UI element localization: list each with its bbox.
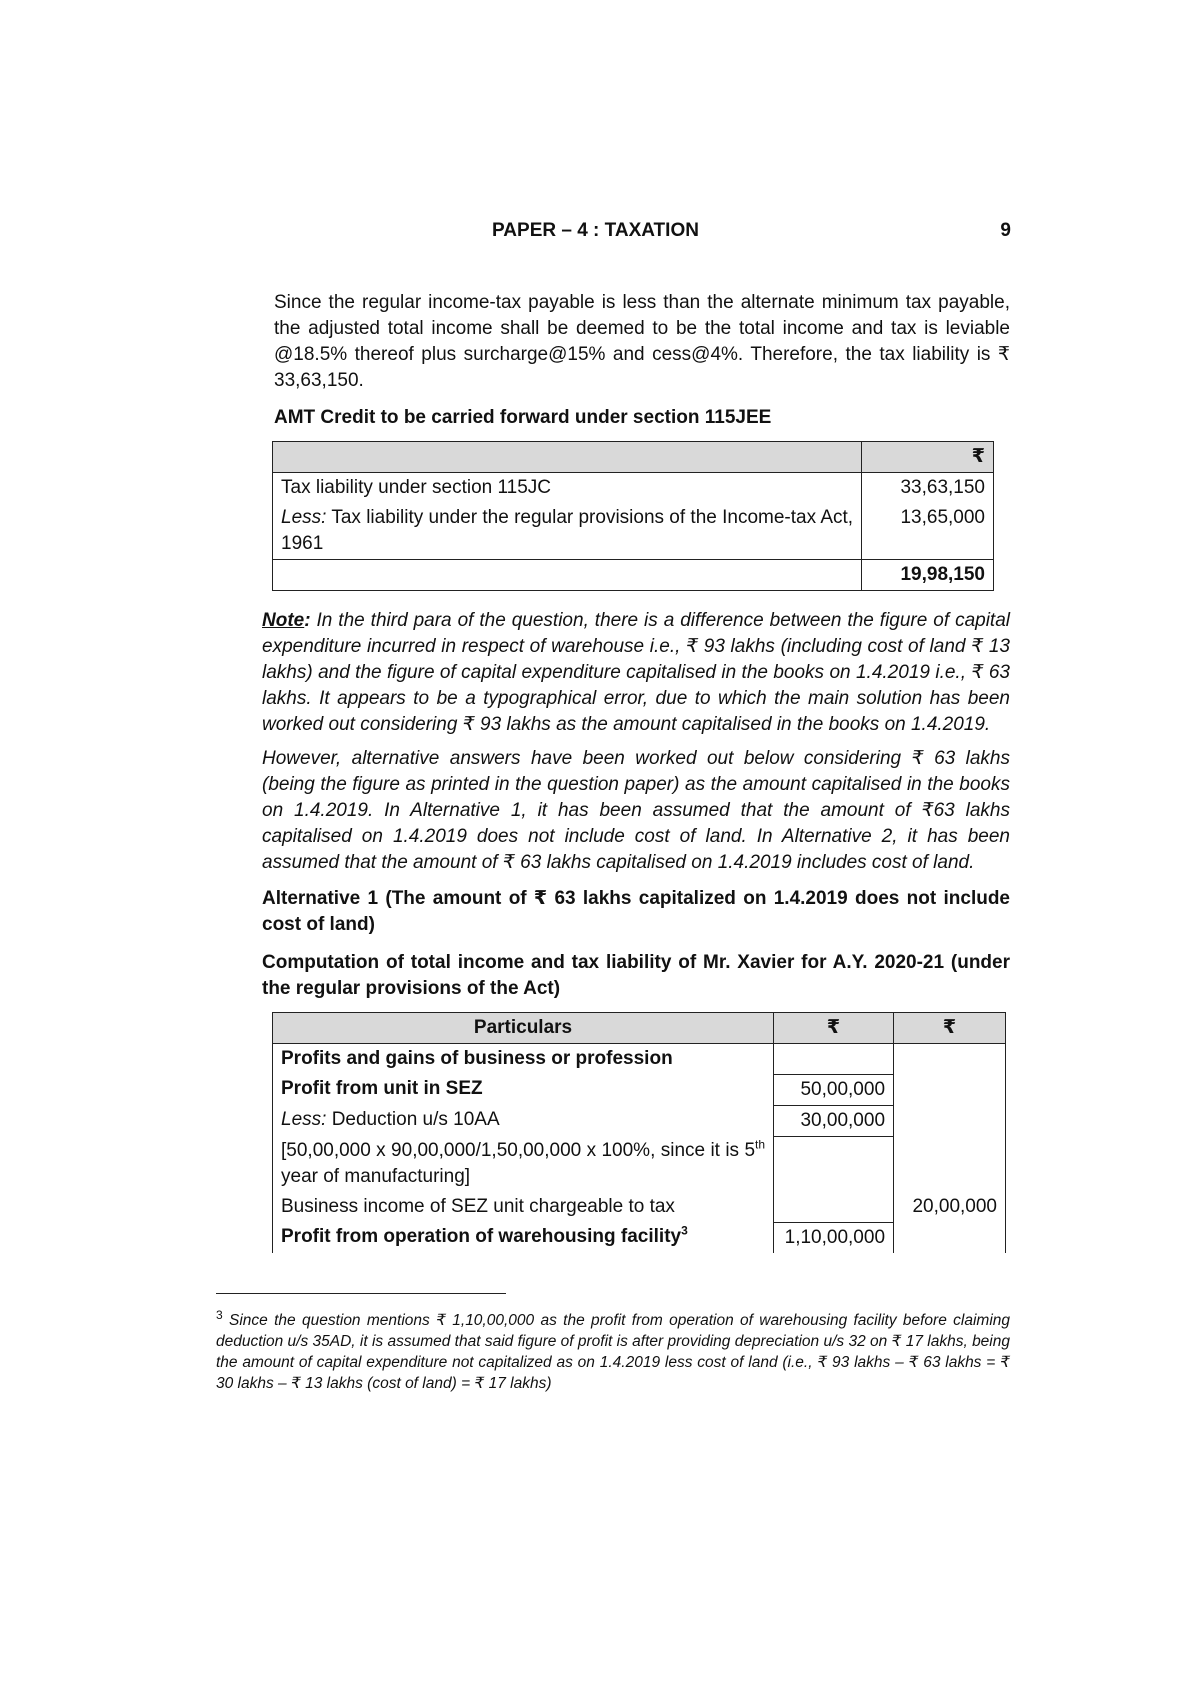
amt-credit-table (272, 441, 994, 591)
intro-paragraph: Since the regular income-tax payable is less than the alternate minimum tax payable, the adjusted total income shall be deemed to be the total income and tax is leviable @18.5% thereof plus surcharge@15% and cess@4%. Therefore, the tax liability is ₹ 33,63,150. (274, 292, 1010, 391)
empty-cell (774, 1136, 894, 1192)
row-amount: 13,65,000 (862, 503, 994, 560)
empty-cell (894, 1222, 1006, 1253)
note-colon: : (304, 610, 311, 631)
footnote-divider (216, 1293, 506, 1294)
empty-cell (894, 1136, 1006, 1192)
empty-cell (894, 1074, 1006, 1105)
sez-income-amount: 20,00,000 (894, 1192, 1006, 1222)
pgbp-label: Profits and gains of business or profession (273, 1044, 774, 1075)
table-header-row (273, 442, 994, 473)
table-row (273, 1136, 1006, 1192)
empty-cell (774, 1044, 894, 1075)
computation-table (272, 1012, 1006, 1253)
computation-heading: Computation of total income and tax liability of Mr. Xavier for A.Y. 2020-21 (under the regular provisions of the Act) (262, 952, 1010, 999)
table-row (273, 1222, 1006, 1253)
currency-header: ₹ (862, 442, 994, 473)
calculation-note (273, 1136, 774, 1192)
note-paragraph (262, 608, 1010, 738)
less-prefix: Less: (281, 507, 327, 528)
deduction-label (273, 1105, 774, 1136)
table-row (273, 1044, 1006, 1075)
row-amount: 33,63,150 (862, 473, 994, 504)
sez-profit-label: Profit from unit in SEZ (273, 1074, 774, 1105)
empty-cell (894, 1044, 1006, 1075)
calc-year: 5 (744, 1140, 756, 1161)
currency-header: ₹ (774, 1013, 894, 1044)
calc-text-end: year of manufacturing] (281, 1166, 471, 1187)
table-header-row (273, 1013, 1006, 1044)
row-label (273, 503, 862, 560)
paper-title: PAPER – 4 : TAXATION (492, 220, 699, 241)
sez-profit-amount: 50,00,000 (774, 1074, 894, 1105)
footnote (216, 1307, 1010, 1394)
however-paragraph: However, alternative answers have been worked out below considering ₹ 63 lakhs (being the figure as printed in the question paper) as the amount capitalised in the books on 1.4.2019. In Alternative 1, it has been assumed that the amount of ₹63 lakhs capitalised on 1.4.2019 does not include cost of land. In Alternative 2, it has been assumed that the amount of ₹ 63 lakhs capitalised on 1.4.2019 includes cost of land. (262, 748, 1010, 873)
alternative-heading: Alternative 1 (The amount of ₹ 63 lakhs capitalized on 1.4.2019 does not include cost of land) (262, 888, 1010, 935)
warehouse-amount: 1,10,00,000 (774, 1222, 894, 1253)
deduction-text: Deduction u/s 10AA (326, 1109, 500, 1130)
empty-cell (774, 1192, 894, 1222)
warehouse-label (273, 1222, 774, 1253)
note-label: Note (262, 610, 305, 631)
note-text: In the third para of the question, there is a difference between the figure of capital expenditure incurred in respect of warehouse i.e., ₹ 93 lakhs (including cost of land ₹ 13 lakhs) and the figure of capital expenditure capitalised in the books on 1.4.2019 i.e., ₹ 63 lakhs. It appears to be a typographical error, due to which the main solution has been worked out considering ₹ 93 lakhs as the amount capitalised in the books on 1.4.2019. (262, 610, 1010, 735)
table-row (273, 503, 994, 560)
amt-credit-heading: AMT Credit to be carried forward under section 115JEE (274, 407, 772, 428)
total-blank-cell (273, 560, 862, 591)
less-prefix: Less: (281, 1109, 327, 1130)
less-label: Tax liability under the regular provisions of the Income-tax Act, 1961 (281, 507, 854, 554)
total-amount: 19,98,150 (862, 560, 994, 591)
row-label: Tax liability under section 115JC (273, 473, 862, 504)
calc-superscript: th (755, 1137, 766, 1152)
table-total-row (273, 560, 994, 591)
footnote-text: Since the question mentions ₹ 1,10,00,000 as the profit from operation of warehousing facility before claiming deduction u/s 35AD, it is assumed that said figure of profit is after providing depreciation u/s 32 on ₹ 17 lakhs, being the amount of capital expenditure not capitalized as on 1.4.2019 less cost of land (i.e., ₹ 93 lakhs – ₹ 63 lakhs = ₹ 30 lakhs – ₹ 13 lakhs (cost of land) = ₹ 17 lakhs) (216, 1312, 1010, 1392)
calc-text: [50,00,000 x 90,00,000/1,50,00,000 x 100%, since it is (281, 1140, 745, 1161)
header-blank-cell (273, 442, 862, 473)
table-row (273, 473, 994, 504)
warehouse-text: Profit from operation of warehousing facility (281, 1226, 682, 1247)
empty-cell (894, 1105, 1006, 1136)
sez-income-label: Business income of SEZ unit chargeable to tax (273, 1192, 774, 1222)
table-row (273, 1192, 1006, 1222)
currency-header: ₹ (894, 1013, 1006, 1044)
footnote-ref: 3 (681, 1223, 688, 1238)
page-header (0, 218, 1191, 244)
deduction-amount: 30,00,000 (774, 1105, 894, 1136)
particulars-header: Particulars (273, 1013, 774, 1044)
page-number: 9 (1000, 220, 1011, 241)
table-row (273, 1074, 1006, 1105)
table-row (273, 1105, 1006, 1136)
footnote-marker: 3 (216, 1307, 223, 1322)
